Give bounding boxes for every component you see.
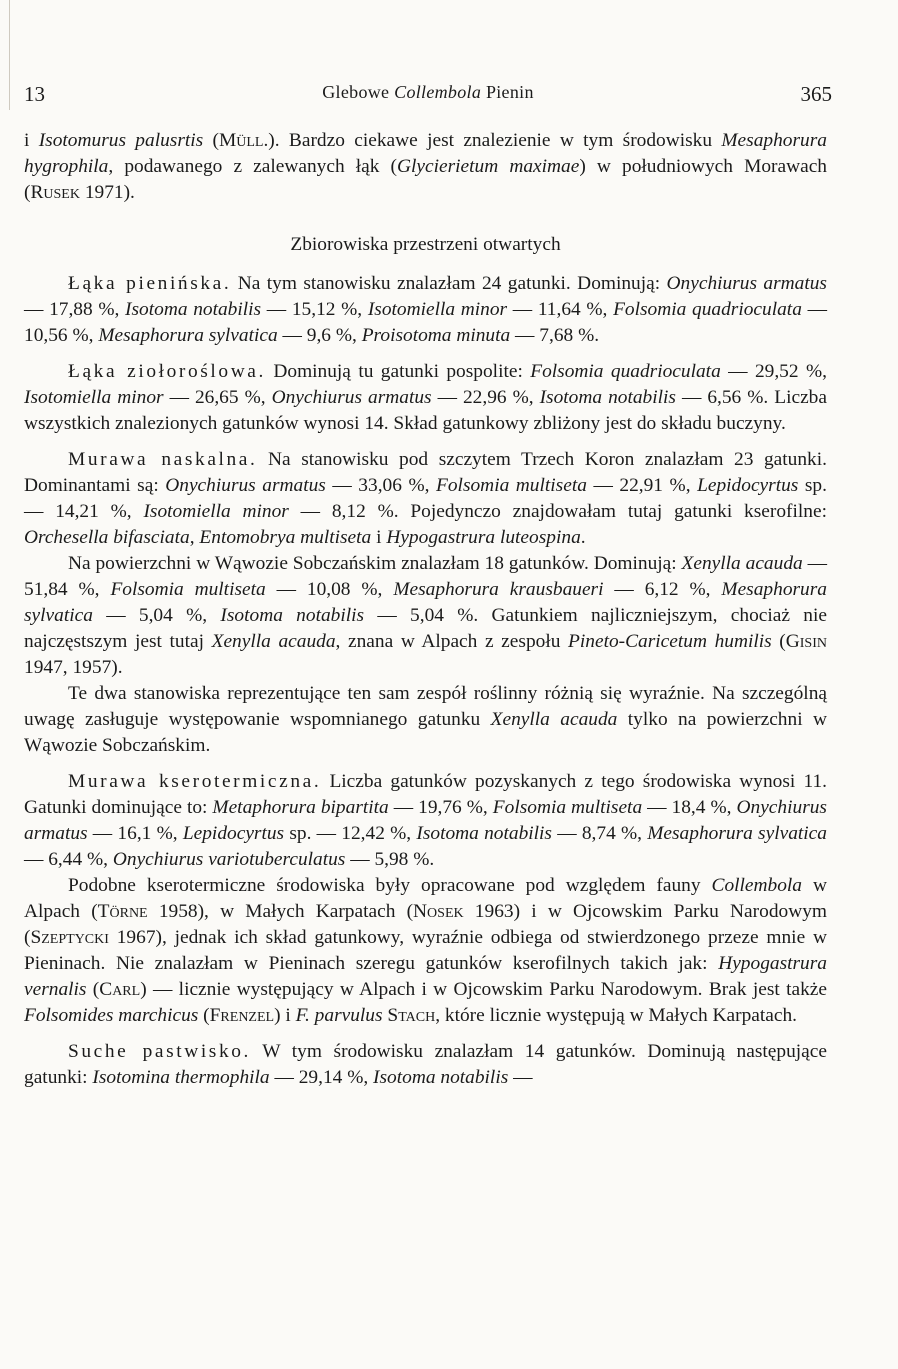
paragraph-continuation: i Isotomurus palusrtis (Müll.). Bardzo ciekawe jest znalezienie w tym środowisku Mesaphorura hygrophila, podawanego z zalewanych łąk (Glycierietum maximae) w południowych Morawach (Rusek 1971). bbox=[24, 130, 827, 203]
paragraph-wawoz-sobczanski: Na powierzchni w Wąwozie Sobczańskim znalazłam 18 gatunków. Dominują: Xenylla acauda — 51,84 %, Folsomia multiseta — 10,08 %, Mesaphorura krausbaueri — 6,12 %, Mesaphorura sylvatica — 5,04 %, Isotoma notabilis — 5,04 %. Gatunkiem najliczniejszym, chociaż nie najczęstszym jest tutaj Xenylla acauda, znana w Alpach z zespołu Pineto-Caricetum humilis (Gisin 1947, 1957). bbox=[24, 553, 827, 678]
habitat-lead: Łąka pienińska. bbox=[68, 273, 232, 294]
paragraph-murawa-kserotermiczna: Murawa kserotermiczna. Liczba gatunków pozyskanych z tego środowiska wynosi 11. Gatunki dominujące to: Metaphorura bipartita — 19,76 %, Folsomia multiseta — 18,4 %, Onychiurus armatus — 16,1 %, Lepidocyrtus sp. — 12,42 %, Isotoma notabilis — 8,74 %, Mesaphorura sylvatica — 6,44 %, Onychiurus variotuberculatus — 5,98 %. bbox=[24, 771, 827, 870]
running-header bbox=[24, 82, 832, 112]
section-heading: Zbiorowiska przestrzeni otwartych bbox=[290, 234, 561, 255]
page-number: 365 bbox=[800, 82, 832, 106]
habitat-lead: Murawa naskalna. bbox=[68, 449, 258, 470]
paragraph-laka-pieninska: Łąka pienińska. Na tym stanowisku znalazłam 24 gatunki. Dominują: Onychiurus armatus — 17,88 %, Isotoma notabilis — 15,12 %, Isotomiella minor — 11,64 %, Folsomia quadrioculata — 10,56 %, Mesaphorura sylvatica — 9,6 %, Proisotoma minuta — 7,68 %. bbox=[24, 273, 827, 346]
habitat-lead: Łąka ziołoroślowa. bbox=[68, 361, 266, 382]
paragraph-laka-ziolorosiowa: Łąka ziołoroślowa. Dominują tu gatunki pospolite: Folsomia quadrioculata — 29,52 %, Isotomiella minor — 26,65 %, Onychiurus armatus — 22,96 %, Isotoma notabilis — 6,56 %. Liczba wszystkich znalezionych gatunków wynosi 14. Skład gatunkowy zbliżony jest do składu buczyny. bbox=[24, 361, 827, 434]
article-body bbox=[24, 128, 827, 1091]
running-title: Glebowe Collembola Pienin bbox=[322, 82, 534, 102]
paragraph-comparison: Te dwa stanowiska reprezentujące ten sam zespół roślinny różnią się wyraźnie. Na szczególną uwagę zasługuje występowanie wspomnianego gatunku Xenylla acauda tylko na powierzchni w Wąwozie Sobczańskim. bbox=[24, 683, 827, 756]
paragraph-kserotermiczne-comparison: Podobne kserotermiczne środowiska były opracowane pod względem fauny Collembola w Alpach (Törne 1958), w Małych Karpatach (Nosek 1963) i w Ojcowskim Parku Narodowym (Szeptycki 1967), jednak ich skład gatunkowy, wyraźnie odbiega od stwierdzonego przeze mnie w Pieninach. Nie znalazłam w Pieninach szeregu gatunków kserofilnych takich jak: Hypogastrura vernalis (Carl) — licznie występujący w Alpach i w Ojcowskim Parku Narodowym. Brak jest także Folsomides marchicus (Frenzel) i F. parvulus Stach, które licznie występują w Małych Karpatach. bbox=[24, 875, 827, 1026]
page-edge-line bbox=[9, 0, 10, 110]
section-number: 13 bbox=[24, 82, 45, 106]
habitat-lead: Suche pastwisko. bbox=[68, 1041, 251, 1062]
habitat-lead: Murawa kserotermiczna. bbox=[68, 771, 322, 792]
paragraph-suche-pastwisko: Suche pastwisko. W tym środowisku znalazłam 14 gatunków. Dominują następujące gatunki: Isotomina thermophila — 29,14 %, Isotoma notabilis — bbox=[24, 1041, 827, 1088]
paragraph-murawa-naskalna: Murawa naskalna. Na stanowisku pod szczytem Trzech Koron znalazłam 23 gatunki. Dominantami są: Onychiurus armatus — 33,06 %, Folsomia multiseta — 22,91 %, Lepidocyrtus sp. — 14,21 %, Isotomiella minor — 8,12 %. Pojedynczo znajdowałam tutaj gatunki kserofilne: Orchesella bifasciata, Entomobrya multiseta i Hypogastrura luteospina. bbox=[24, 449, 827, 548]
